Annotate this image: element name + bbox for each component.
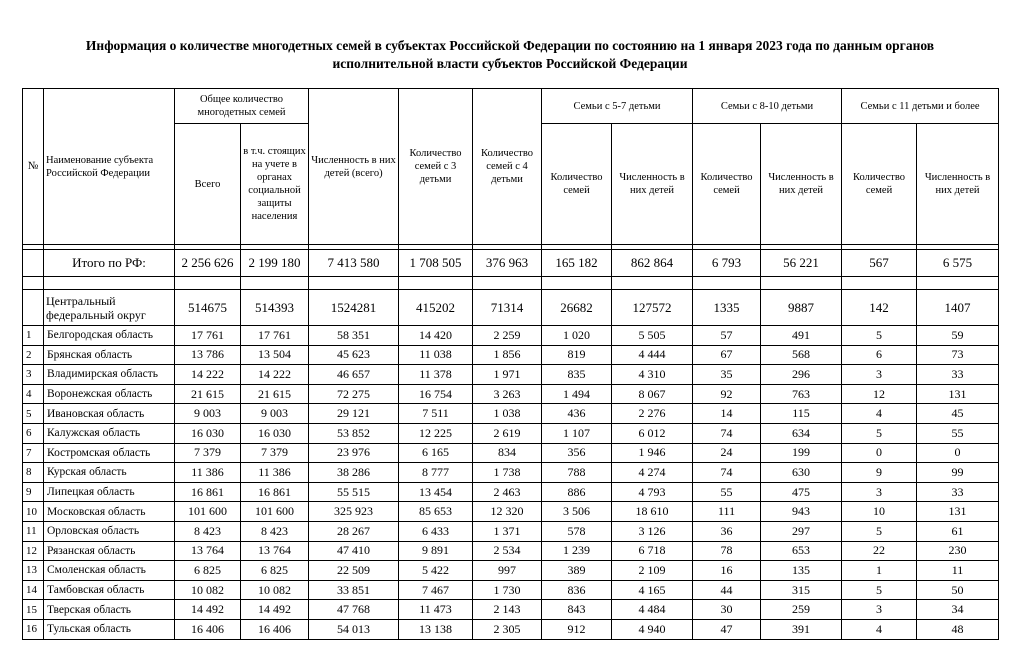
table-row bbox=[23, 541, 999, 561]
table-cell: 18 610 bbox=[612, 502, 693, 522]
total-cell: 2 199 180 bbox=[241, 250, 309, 277]
table-cell: 16 030 bbox=[175, 423, 241, 443]
region-name: Смоленская область bbox=[44, 561, 175, 581]
region-name: Московская область bbox=[44, 502, 175, 522]
table-cell: 17 761 bbox=[241, 326, 309, 346]
title-line-2: исполнительной власти субъектов Российской Федерации bbox=[332, 56, 688, 71]
table-cell: 11 386 bbox=[175, 463, 241, 483]
table-row bbox=[23, 482, 999, 502]
table-cell: 4 274 bbox=[612, 463, 693, 483]
header-children-total: Численность в них детей (всего) bbox=[309, 89, 399, 245]
row-number: 10 bbox=[23, 502, 44, 522]
table-cell: 13 786 bbox=[175, 345, 241, 365]
table-cell: 1 bbox=[842, 561, 917, 581]
table-cell: 8 067 bbox=[612, 384, 693, 404]
table-cell: 61 bbox=[917, 521, 999, 541]
table-cell: 763 bbox=[761, 384, 842, 404]
table-cell: 3 bbox=[842, 482, 917, 502]
table-cell: 13 764 bbox=[175, 541, 241, 561]
row-number: 8 bbox=[23, 463, 44, 483]
table-cell: 48 bbox=[917, 619, 999, 639]
table-cell: 22 bbox=[842, 541, 917, 561]
table-cell: 21 615 bbox=[241, 384, 309, 404]
table-cell: 7 379 bbox=[175, 443, 241, 463]
row-number: 11 bbox=[23, 521, 44, 541]
table-cell: 325 923 bbox=[309, 502, 399, 522]
table-cell: 55 515 bbox=[309, 482, 399, 502]
table-cell: 2 619 bbox=[473, 423, 542, 443]
table-cell: 259 bbox=[761, 600, 842, 620]
table-cell: 5 bbox=[842, 580, 917, 600]
table-cell: 389 bbox=[542, 561, 612, 581]
table-cell: 13 504 bbox=[241, 345, 309, 365]
total-cell: 376 963 bbox=[473, 250, 542, 277]
table-row bbox=[23, 384, 999, 404]
table-cell: 57 bbox=[693, 326, 761, 346]
district-cell: 1335 bbox=[693, 290, 761, 326]
table-cell: 11 378 bbox=[399, 365, 473, 385]
table-cell: 44 bbox=[693, 580, 761, 600]
table-cell: 92 bbox=[693, 384, 761, 404]
row-number: 3 bbox=[23, 365, 44, 385]
table-cell: 16 861 bbox=[175, 482, 241, 502]
district-cell: 26682 bbox=[542, 290, 612, 326]
table-cell: 4 444 bbox=[612, 345, 693, 365]
table-cell: 230 bbox=[917, 541, 999, 561]
table-cell: 568 bbox=[761, 345, 842, 365]
table-cell: 3 126 bbox=[612, 521, 693, 541]
table-row bbox=[23, 404, 999, 424]
row-number: 9 bbox=[23, 482, 44, 502]
table-cell: 819 bbox=[542, 345, 612, 365]
table-cell: 1 730 bbox=[473, 580, 542, 600]
table-cell: 72 275 bbox=[309, 384, 399, 404]
table-cell: 55 bbox=[917, 423, 999, 443]
table-cell: 835 bbox=[542, 365, 612, 385]
table-cell: 13 764 bbox=[241, 541, 309, 561]
table-cell: 35 bbox=[693, 365, 761, 385]
header-count-11: Количество семей bbox=[842, 124, 917, 245]
table-cell: 4 bbox=[842, 619, 917, 639]
table-cell: 836 bbox=[542, 580, 612, 600]
district-label: Центральный федеральный округ bbox=[44, 290, 175, 326]
table-cell: 101 600 bbox=[175, 502, 241, 522]
table-cell: 12 320 bbox=[473, 502, 542, 522]
table-cell: 2 143 bbox=[473, 600, 542, 620]
table-cell: 33 bbox=[917, 365, 999, 385]
region-name: Тамбовская область bbox=[44, 580, 175, 600]
table-row bbox=[23, 600, 999, 620]
table-cell: 475 bbox=[761, 482, 842, 502]
table-cell: 843 bbox=[542, 600, 612, 620]
header-group-11: Семьи с 11 детьми и более bbox=[842, 89, 999, 124]
table-cell: 356 bbox=[542, 443, 612, 463]
region-name: Калужская область bbox=[44, 423, 175, 443]
region-name: Владимирская область bbox=[44, 365, 175, 385]
row-number: 4 bbox=[23, 384, 44, 404]
region-name: Рязанская область bbox=[44, 541, 175, 561]
table-cell: 30 bbox=[693, 600, 761, 620]
table-cell: 788 bbox=[542, 463, 612, 483]
total-no-cell bbox=[23, 250, 44, 277]
table-cell: 14 222 bbox=[241, 365, 309, 385]
table-cell: 4 310 bbox=[612, 365, 693, 385]
table-cell: 74 bbox=[693, 423, 761, 443]
header-families-4: Количество семей с 4 детьми bbox=[473, 89, 542, 245]
table-cell: 16 bbox=[693, 561, 761, 581]
table-cell: 22 509 bbox=[309, 561, 399, 581]
table-cell: 634 bbox=[761, 423, 842, 443]
total-cell: 2 256 626 bbox=[175, 250, 241, 277]
table-cell: 16 030 bbox=[241, 423, 309, 443]
table-cell: 38 286 bbox=[309, 463, 399, 483]
table-cell: 3 bbox=[842, 600, 917, 620]
table-cell: 5 bbox=[842, 326, 917, 346]
table-cell: 12 bbox=[842, 384, 917, 404]
table-cell: 1 971 bbox=[473, 365, 542, 385]
table-cell: 6 825 bbox=[241, 561, 309, 581]
header-total-group: Общее количество многодетных семей bbox=[175, 89, 309, 124]
region-name: Брянская область bbox=[44, 345, 175, 365]
header-total-all: Всего bbox=[175, 124, 241, 245]
table-cell: 2 305 bbox=[473, 619, 542, 639]
table-cell: 67 bbox=[693, 345, 761, 365]
table-row bbox=[23, 561, 999, 581]
table-cell: 47 768 bbox=[309, 600, 399, 620]
table-cell: 9 003 bbox=[241, 404, 309, 424]
table-cell: 73 bbox=[917, 345, 999, 365]
table-cell: 13 138 bbox=[399, 619, 473, 639]
table-cell: 53 852 bbox=[309, 423, 399, 443]
separator-row bbox=[23, 277, 999, 290]
table-cell: 16 754 bbox=[399, 384, 473, 404]
total-cell: 567 bbox=[842, 250, 917, 277]
table-cell: 24 bbox=[693, 443, 761, 463]
families-table bbox=[22, 88, 999, 640]
table-cell: 6 825 bbox=[175, 561, 241, 581]
table-cell: 11 473 bbox=[399, 600, 473, 620]
table-cell: 78 bbox=[693, 541, 761, 561]
header-subject: Наименование субъекта Российской Федерации bbox=[44, 89, 175, 245]
table-cell: 2 463 bbox=[473, 482, 542, 502]
table-cell: 8 423 bbox=[175, 521, 241, 541]
district-cell: 415202 bbox=[399, 290, 473, 326]
table-cell: 16 406 bbox=[175, 619, 241, 639]
table-cell: 14 492 bbox=[175, 600, 241, 620]
table-cell: 33 851 bbox=[309, 580, 399, 600]
table-cell: 5 505 bbox=[612, 326, 693, 346]
table-cell: 115 bbox=[761, 404, 842, 424]
table-cell: 14 420 bbox=[399, 326, 473, 346]
total-cell: 7 413 580 bbox=[309, 250, 399, 277]
region-name: Тверская область bbox=[44, 600, 175, 620]
table-cell: 4 165 bbox=[612, 580, 693, 600]
title-line-1: Информация о количестве многодетных семей в субъектах Российской Федерации по состоянию на 1 января 2023 года по данным органов bbox=[85, 38, 935, 53]
table-cell: 14 bbox=[693, 404, 761, 424]
table-cell: 11 bbox=[917, 561, 999, 581]
table-cell: 5 bbox=[842, 521, 917, 541]
row-number: 5 bbox=[23, 404, 44, 424]
table-cell: 13 454 bbox=[399, 482, 473, 502]
table-cell: 653 bbox=[761, 541, 842, 561]
header-count-8-10: Количество семей bbox=[693, 124, 761, 245]
header-children-8-10: Численность в них детей bbox=[761, 124, 842, 245]
table-row bbox=[23, 345, 999, 365]
region-name: Белгородская область bbox=[44, 326, 175, 346]
table-cell: 99 bbox=[917, 463, 999, 483]
district-cell: 1524281 bbox=[309, 290, 399, 326]
header-group-5-7: Семьи с 5-7 детьми bbox=[542, 89, 693, 124]
table-cell: 0 bbox=[842, 443, 917, 463]
table-cell: 391 bbox=[761, 619, 842, 639]
table-cell: 55 bbox=[693, 482, 761, 502]
table-cell: 7 467 bbox=[399, 580, 473, 600]
total-label: Итого по РФ: bbox=[44, 250, 175, 277]
table-cell: 199 bbox=[761, 443, 842, 463]
table-cell: 10 082 bbox=[175, 580, 241, 600]
table-cell: 886 bbox=[542, 482, 612, 502]
table-cell: 6 433 bbox=[399, 521, 473, 541]
table-cell: 111 bbox=[693, 502, 761, 522]
row-number: 12 bbox=[23, 541, 44, 561]
table-cell: 3 263 bbox=[473, 384, 542, 404]
row-number: 15 bbox=[23, 600, 44, 620]
table-cell: 2 534 bbox=[473, 541, 542, 561]
row-number: 7 bbox=[23, 443, 44, 463]
district-cell: 142 bbox=[842, 290, 917, 326]
district-cell: 514393 bbox=[241, 290, 309, 326]
row-number: 14 bbox=[23, 580, 44, 600]
table-cell: 33 bbox=[917, 482, 999, 502]
region-name: Орловская область bbox=[44, 521, 175, 541]
header-families-3: Количество семей с 3 детьми bbox=[399, 89, 473, 245]
row-number: 16 bbox=[23, 619, 44, 639]
table-cell: 16 406 bbox=[241, 619, 309, 639]
table-cell: 834 bbox=[473, 443, 542, 463]
table-cell: 491 bbox=[761, 326, 842, 346]
table-cell: 630 bbox=[761, 463, 842, 483]
table-cell: 1 239 bbox=[542, 541, 612, 561]
table-cell: 6 bbox=[842, 345, 917, 365]
table-cell: 45 bbox=[917, 404, 999, 424]
total-row bbox=[23, 250, 999, 277]
table-cell: 28 267 bbox=[309, 521, 399, 541]
table-cell: 36 bbox=[693, 521, 761, 541]
table-row bbox=[23, 463, 999, 483]
table-cell: 0 bbox=[917, 443, 999, 463]
district-cell: 514675 bbox=[175, 290, 241, 326]
table-cell: 29 121 bbox=[309, 404, 399, 424]
table-cell: 997 bbox=[473, 561, 542, 581]
total-cell: 6 575 bbox=[917, 250, 999, 277]
table-cell: 1 856 bbox=[473, 345, 542, 365]
table-cell: 1 020 bbox=[542, 326, 612, 346]
table-cell: 34 bbox=[917, 600, 999, 620]
table-cell: 1 494 bbox=[542, 384, 612, 404]
total-cell: 862 864 bbox=[612, 250, 693, 277]
table-cell: 6 718 bbox=[612, 541, 693, 561]
region-name: Липецкая область bbox=[44, 482, 175, 502]
table-cell: 578 bbox=[542, 521, 612, 541]
table-cell: 7 511 bbox=[399, 404, 473, 424]
table-cell: 50 bbox=[917, 580, 999, 600]
region-name: Ивановская область bbox=[44, 404, 175, 424]
total-cell: 6 793 bbox=[693, 250, 761, 277]
table-cell: 46 657 bbox=[309, 365, 399, 385]
table-cell: 9 bbox=[842, 463, 917, 483]
table-cell: 14 222 bbox=[175, 365, 241, 385]
table-cell: 5 bbox=[842, 423, 917, 443]
document-title bbox=[20, 37, 1000, 73]
header-children-11: Численность в них детей bbox=[917, 124, 999, 245]
table-cell: 912 bbox=[542, 619, 612, 639]
table-cell: 23 976 bbox=[309, 443, 399, 463]
total-cell: 1 708 505 bbox=[399, 250, 473, 277]
region-name: Тульская область bbox=[44, 619, 175, 639]
total-cell: 165 182 bbox=[542, 250, 612, 277]
table-row bbox=[23, 423, 999, 443]
table-cell: 135 bbox=[761, 561, 842, 581]
table-cell: 1 946 bbox=[612, 443, 693, 463]
table-row bbox=[23, 619, 999, 639]
district-cell: 127572 bbox=[612, 290, 693, 326]
table-cell: 59 bbox=[917, 326, 999, 346]
table-cell: 2 109 bbox=[612, 561, 693, 581]
table-cell: 10 082 bbox=[241, 580, 309, 600]
table-cell: 11 038 bbox=[399, 345, 473, 365]
table-row bbox=[23, 326, 999, 346]
table-cell: 131 bbox=[917, 502, 999, 522]
table-cell: 1 371 bbox=[473, 521, 542, 541]
table-cell: 47 bbox=[693, 619, 761, 639]
table-cell: 10 bbox=[842, 502, 917, 522]
table-row bbox=[23, 580, 999, 600]
table-cell: 2 276 bbox=[612, 404, 693, 424]
table-cell: 8 777 bbox=[399, 463, 473, 483]
table-cell: 3 bbox=[842, 365, 917, 385]
table-cell: 4 940 bbox=[612, 619, 693, 639]
header-no: № bbox=[23, 89, 44, 245]
table-cell: 6 165 bbox=[399, 443, 473, 463]
table-cell: 315 bbox=[761, 580, 842, 600]
table-cell: 17 761 bbox=[175, 326, 241, 346]
table-cell: 296 bbox=[761, 365, 842, 385]
table-cell: 11 386 bbox=[241, 463, 309, 483]
table-cell: 4 484 bbox=[612, 600, 693, 620]
table-cell: 297 bbox=[761, 521, 842, 541]
table-cell: 436 bbox=[542, 404, 612, 424]
district-no-cell bbox=[23, 290, 44, 326]
table-cell: 7 379 bbox=[241, 443, 309, 463]
table-cell: 21 615 bbox=[175, 384, 241, 404]
table-row bbox=[23, 502, 999, 522]
table-cell: 2 259 bbox=[473, 326, 542, 346]
table-cell: 4 793 bbox=[612, 482, 693, 502]
table-cell: 85 653 bbox=[399, 502, 473, 522]
district-row bbox=[23, 290, 999, 326]
district-cell: 71314 bbox=[473, 290, 542, 326]
table-cell: 131 bbox=[917, 384, 999, 404]
table-cell: 4 bbox=[842, 404, 917, 424]
row-number: 6 bbox=[23, 423, 44, 443]
total-cell: 56 221 bbox=[761, 250, 842, 277]
table-cell: 943 bbox=[761, 502, 842, 522]
table-row bbox=[23, 443, 999, 463]
district-cell: 9887 bbox=[761, 290, 842, 326]
table-cell: 54 013 bbox=[309, 619, 399, 639]
row-number: 13 bbox=[23, 561, 44, 581]
table-cell: 12 225 bbox=[399, 423, 473, 443]
table-cell: 6 012 bbox=[612, 423, 693, 443]
row-number: 2 bbox=[23, 345, 44, 365]
table-cell: 45 623 bbox=[309, 345, 399, 365]
header-children-5-7: Численность в них детей bbox=[612, 124, 693, 245]
table-row bbox=[23, 521, 999, 541]
header-group-8-10: Семьи с 8-10 детьми bbox=[693, 89, 842, 124]
table-row bbox=[23, 365, 999, 385]
district-cell: 1407 bbox=[917, 290, 999, 326]
table-cell: 1 107 bbox=[542, 423, 612, 443]
row-number: 1 bbox=[23, 326, 44, 346]
table-cell: 74 bbox=[693, 463, 761, 483]
table-cell: 8 423 bbox=[241, 521, 309, 541]
table-cell: 101 600 bbox=[241, 502, 309, 522]
table-cell: 5 422 bbox=[399, 561, 473, 581]
region-name: Воронежская область bbox=[44, 384, 175, 404]
table-cell: 58 351 bbox=[309, 326, 399, 346]
table-cell: 3 506 bbox=[542, 502, 612, 522]
table-cell: 14 492 bbox=[241, 600, 309, 620]
region-name: Курская область bbox=[44, 463, 175, 483]
header-total-social: в т.ч. стоящих на учете в органах социальной защиты населения bbox=[241, 124, 309, 245]
table-cell: 1 038 bbox=[473, 404, 542, 424]
table-cell: 1 738 bbox=[473, 463, 542, 483]
header-count-5-7: Количество семей bbox=[542, 124, 612, 245]
table-cell: 9 003 bbox=[175, 404, 241, 424]
table-cell: 47 410 bbox=[309, 541, 399, 561]
region-name: Костромская область bbox=[44, 443, 175, 463]
table-cell: 9 891 bbox=[399, 541, 473, 561]
table-cell: 16 861 bbox=[241, 482, 309, 502]
